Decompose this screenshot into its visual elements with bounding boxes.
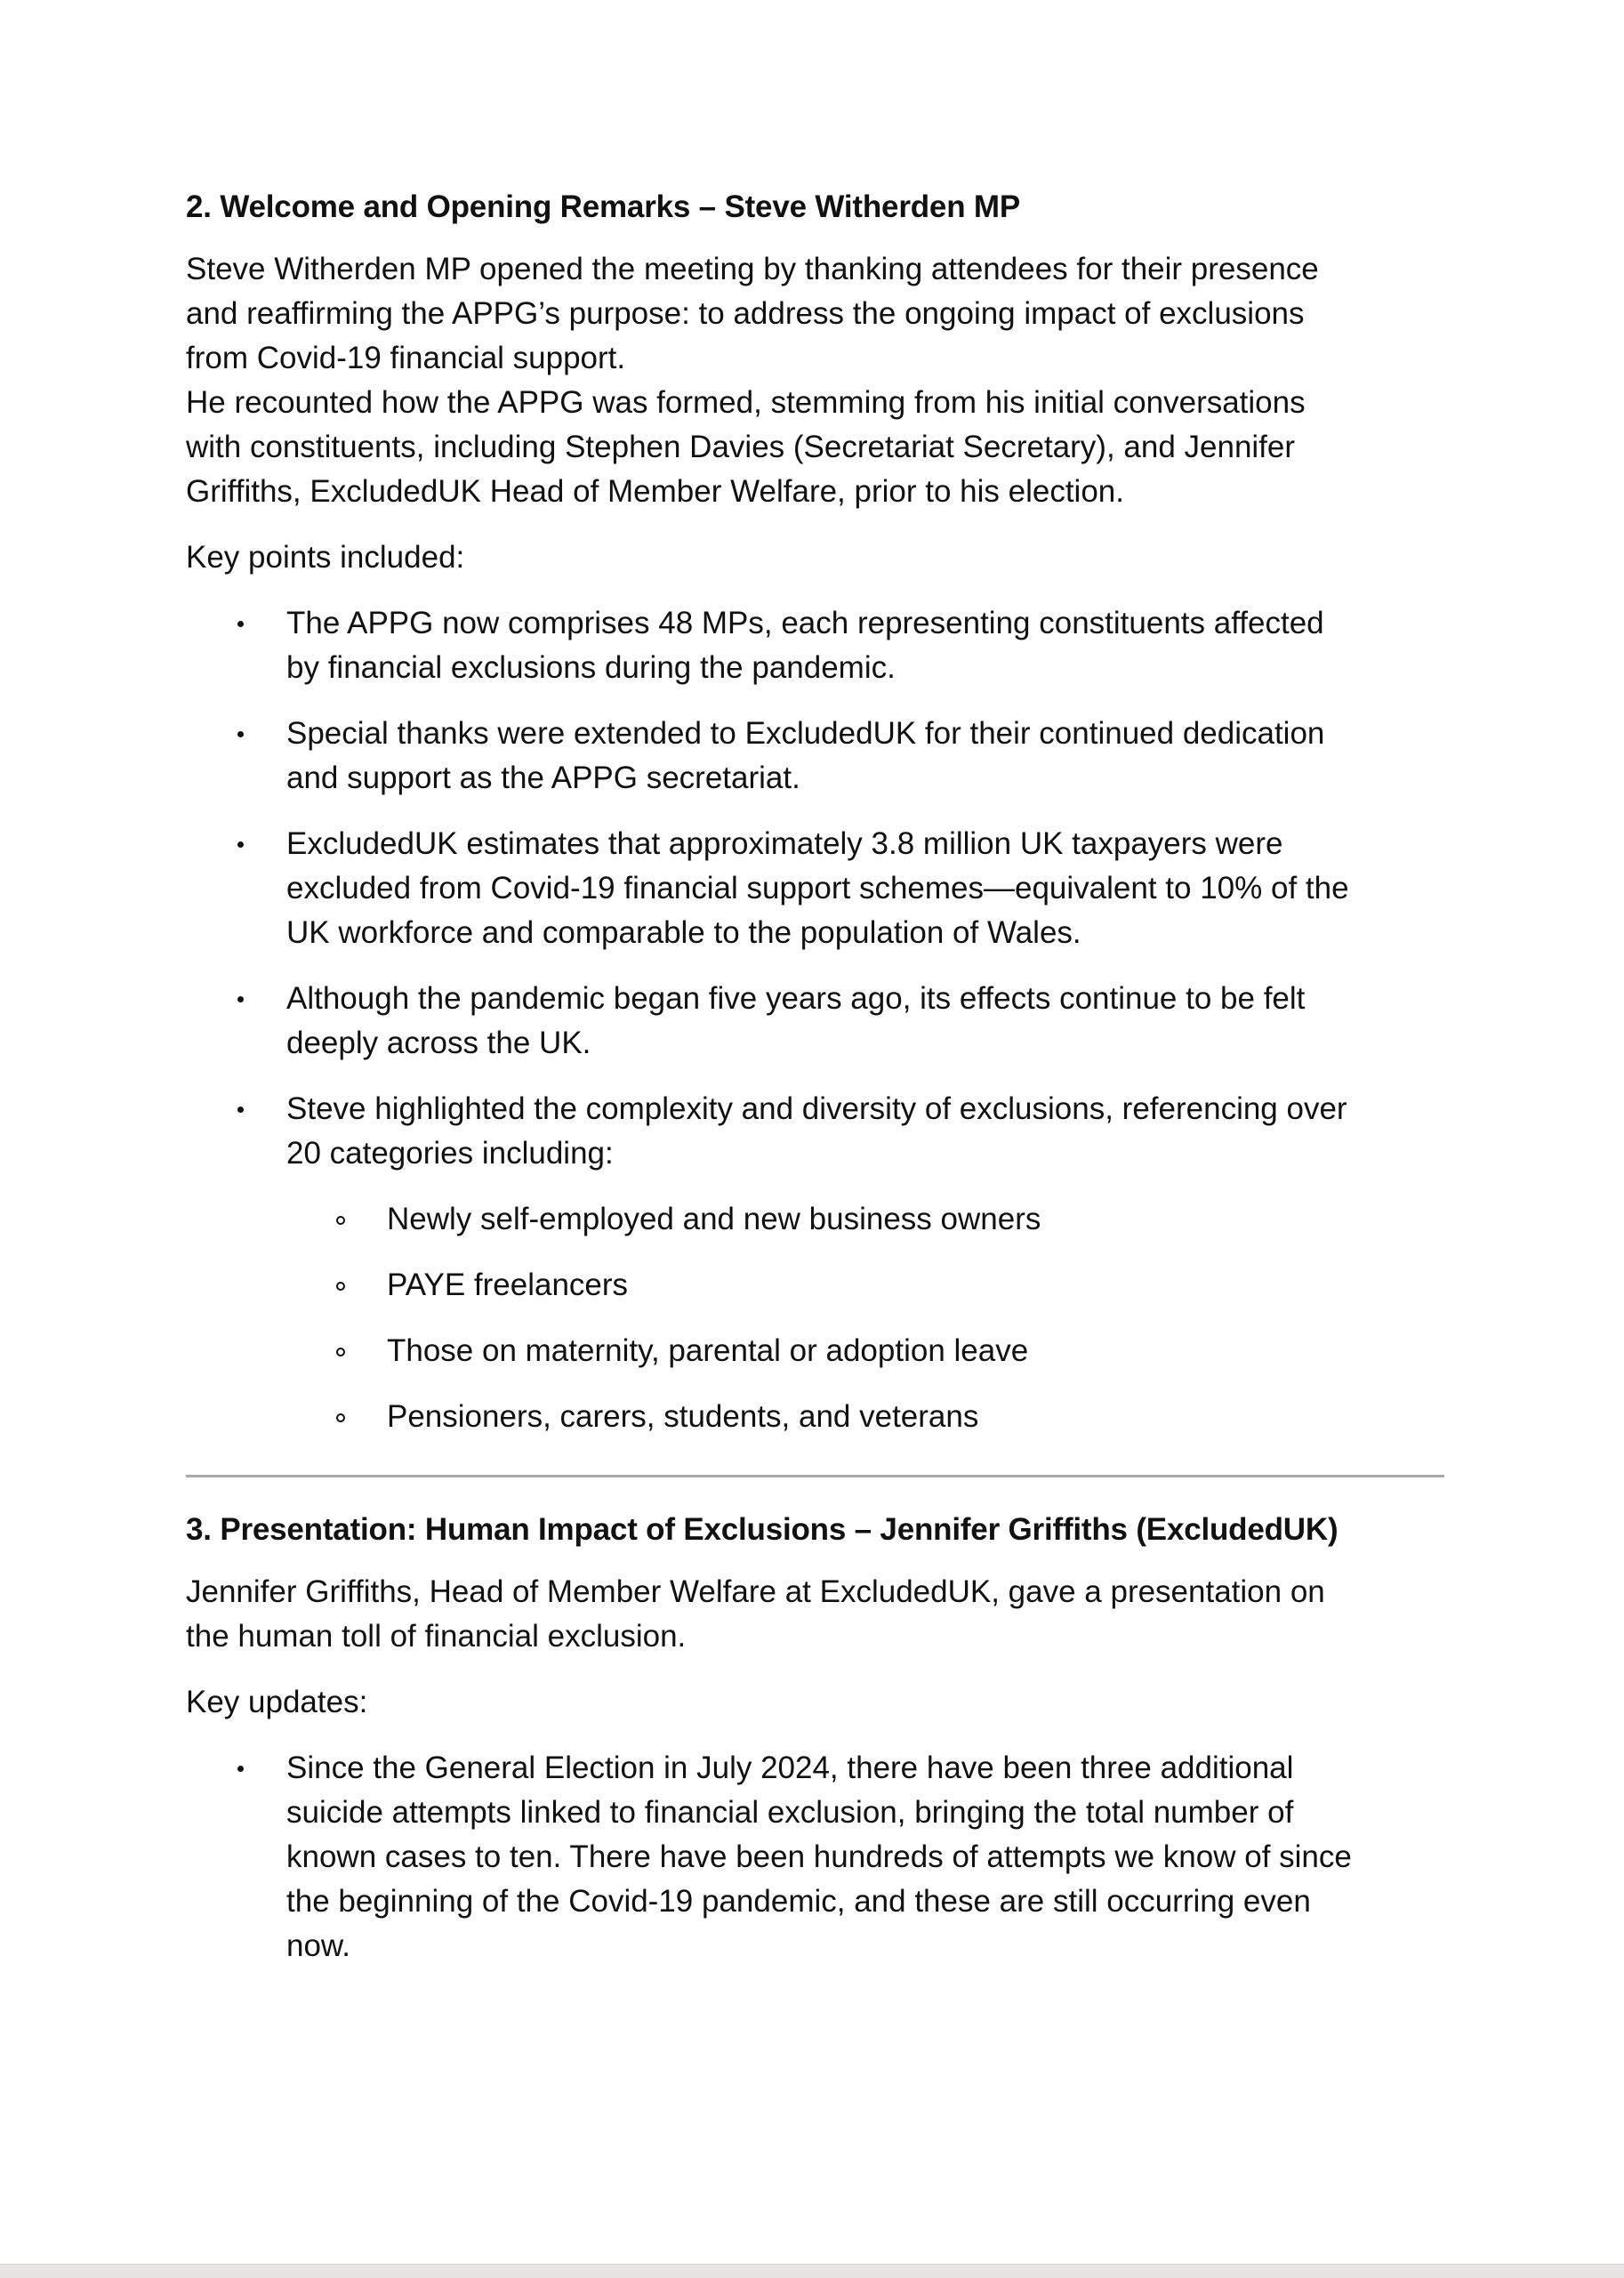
list-item xyxy=(186,822,1449,955)
section-2-heading: 2. Welcome and Opening Remarks – Steve Witherden MP xyxy=(186,189,1020,224)
text-line: Steve Witherden MP opened the meeting by thanking attendees for their presence xyxy=(186,252,1319,286)
text-line: by financial exclusions during the pandemic. xyxy=(286,650,896,685)
text-line: from Covid-19 financial support. xyxy=(186,341,626,375)
page-bottom-edge xyxy=(0,2264,1624,2278)
bullet-icon xyxy=(237,996,244,1002)
bullet-icon xyxy=(237,1766,244,1772)
list-item xyxy=(186,601,1449,690)
text-line: the beginning of the Covid-19 pandemic, and these are still occurring even xyxy=(286,1884,1311,1919)
text-line: Steve highlighted the complexity and diversity of exclusions, referencing over xyxy=(286,1091,1347,1126)
section-2-intro xyxy=(186,247,1449,514)
list-item xyxy=(186,1746,1449,1968)
key-updates-label: Key updates: xyxy=(186,1685,368,1719)
text-line: known cases to ten. There have been hundreds of attempts we know of since xyxy=(286,1839,1352,1874)
list-item xyxy=(186,712,1449,801)
text-line: deeply across the UK. xyxy=(286,1026,591,1060)
key-points-label: Key points included: xyxy=(186,540,465,575)
hollow-bullet-icon xyxy=(336,1348,345,1356)
section-2-bullet-list xyxy=(186,601,1449,1439)
section-3-bullet-list xyxy=(186,1746,1449,1968)
text-line: and reaffirming the APPG’s purpose: to address the ongoing impact of exclusions xyxy=(186,296,1305,331)
text-line: Pensioners, carers, students, and veterans xyxy=(387,1399,979,1434)
text-line: and support as the APPG secretariat. xyxy=(286,761,800,795)
text-line: The APPG now comprises 48 MPs, each representing constituents affected xyxy=(286,606,1324,640)
section-divider xyxy=(186,1475,1444,1477)
text-line: Although the pandemic began five years ago, its effects continue to be felt xyxy=(286,981,1306,1016)
text-line: Jennifer Griffiths, Head of Member Welfare at ExcludedUK, gave a presentation on xyxy=(186,1574,1325,1609)
text-line: Those on maternity, parental or adoption leave xyxy=(387,1333,1029,1368)
sub-list-item xyxy=(286,1395,1449,1439)
text-line: with constituents, including Stephen Davies (Secretariat Secretary), and Jennifer xyxy=(186,430,1296,464)
text-line: the human toll of financial exclusion. xyxy=(186,1619,687,1654)
text-line: now. xyxy=(286,1928,350,1963)
text-line: Special thanks were extended to ExcludedUK for their continued dedication xyxy=(286,716,1325,751)
text-line: UK workforce and comparable to the population of Wales. xyxy=(286,915,1081,950)
bullet-icon xyxy=(237,621,244,627)
text-line: Griffiths, ExcludedUK Head of Member Welfare, prior to his election. xyxy=(186,474,1124,509)
text-line: ExcludedUK estimates that approximately 3.8 million UK taxpayers were xyxy=(286,826,1283,861)
bullet-icon xyxy=(237,731,244,737)
hollow-bullet-icon xyxy=(336,1413,345,1422)
document-content xyxy=(186,187,1449,1990)
text-line: Since the General Election in July 2024, there have been three additional xyxy=(286,1751,1294,1785)
sub-list-item xyxy=(286,1263,1449,1308)
sub-list-item xyxy=(286,1329,1449,1373)
text-line: Newly self-employed and new business owners xyxy=(387,1202,1041,1236)
sub-list-item xyxy=(286,1197,1449,1242)
list-item xyxy=(186,1087,1449,1439)
hollow-bullet-icon xyxy=(336,1282,345,1291)
section-3-heading: 3. Presentation: Human Impact of Exclusions – Jennifer Griffiths (ExcludedUK) xyxy=(186,1512,1339,1547)
hollow-bullet-icon xyxy=(336,1216,345,1225)
list-item xyxy=(186,977,1449,1066)
text-line: PAYE freelancers xyxy=(387,1268,629,1302)
text-line: He recounted how the APPG was formed, stemming from his initial conversations xyxy=(186,385,1306,420)
bullet-icon xyxy=(237,1107,244,1113)
text-line: 20 categories including: xyxy=(286,1136,614,1171)
text-line: suicide attempts linked to financial exclusion, bringing the total number of xyxy=(286,1795,1294,1830)
section-3-intro xyxy=(186,1570,1449,1659)
text-line: excluded from Covid-19 financial support schemes—equivalent to 10% of the xyxy=(286,871,1349,906)
exclusion-category-list xyxy=(286,1197,1449,1439)
bullet-icon xyxy=(237,841,244,848)
